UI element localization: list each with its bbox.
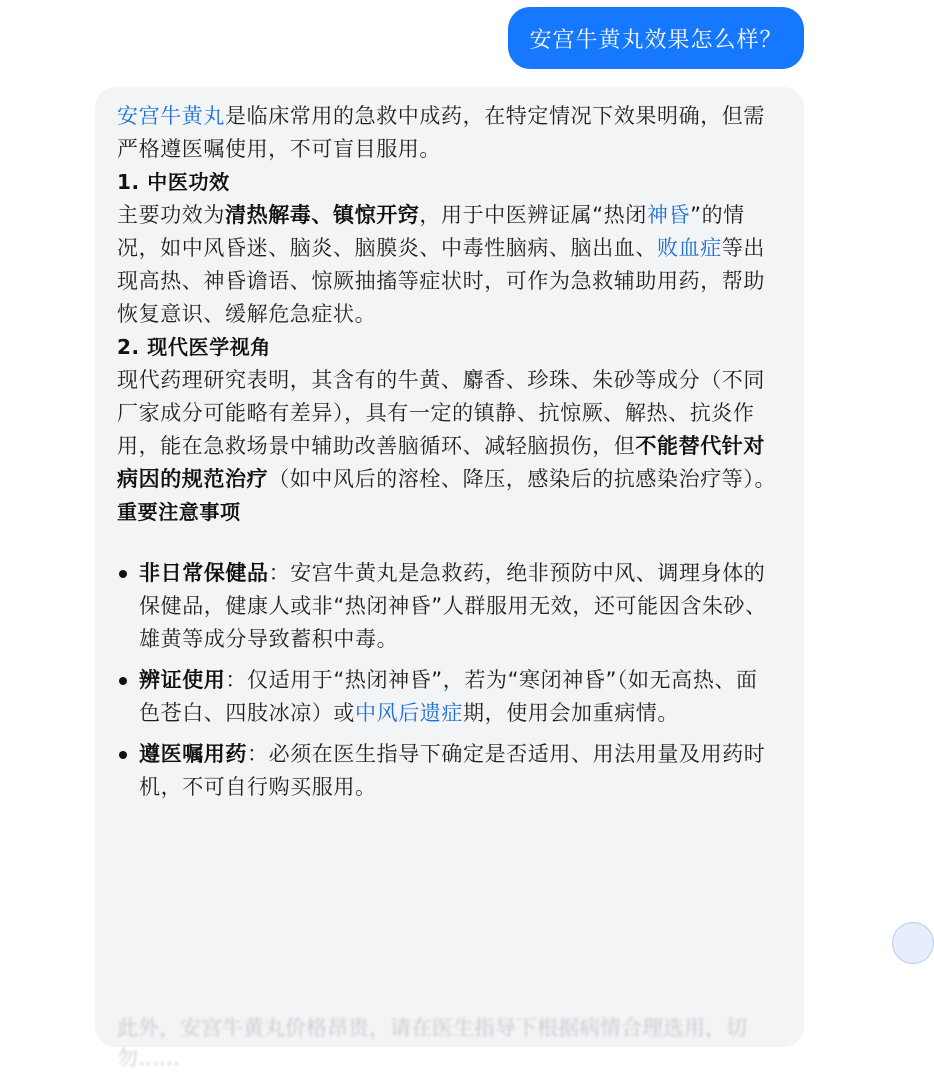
- list-item: [117, 557, 777, 656]
- item-text: ：必须在医生指导下确定是否适用、用法用量及用药时机，不可自行购买服用。: [139, 742, 766, 799]
- bullet-icon: [119, 677, 127, 685]
- bold-text: 清热解毒、镇惊开窍: [225, 203, 420, 227]
- section-paragraph-modern: [117, 364, 777, 496]
- intro-paragraph: [117, 100, 777, 166]
- bullet-icon: [119, 570, 127, 578]
- text: 现代药理研究表明，其含有的牛黄、麝香、珍珠、朱砂等成分（不同厂家成分可能略有差异），具有一定的镇静、抗惊厥、解热、抗炎作用，能在急救场景中辅助改善脑循环、减轻脑损伤，但: [117, 368, 765, 458]
- bullet-icon: [119, 751, 127, 759]
- intro-text: 是临床常用的急救中成药，在特定情况下效果明确，但需严格遵医嘱使用，不可盲目服用。: [117, 104, 765, 161]
- section-paragraph-tcm: [117, 199, 777, 331]
- term-link-shenhun[interactable]: 神昏: [646, 203, 691, 227]
- cut-off-text: 此外，安宫牛黄丸价格昂贵，请在医生指导下根据病情合理选用，切勿……: [117, 1016, 747, 1070]
- notes-list: [117, 557, 777, 804]
- scroll-down-button[interactable]: [892, 922, 934, 964]
- item-title: 辨证使用: [139, 668, 226, 692]
- item-title: 非日常保健品: [139, 561, 269, 585]
- list-item: [117, 664, 777, 730]
- bold-text: 不能替代针对病因的规范治疗: [117, 434, 766, 491]
- list-item: [117, 738, 777, 804]
- term-link-sepsis[interactable]: 败血症: [657, 236, 722, 260]
- intro-link[interactable]: 安宫牛黄丸: [117, 104, 225, 128]
- text: ，用于中医辨证属“热闭: [419, 203, 647, 227]
- text: ”的情况，如中风昏迷、脑炎、脑膜炎、中毒性脑病、脑出血、: [117, 203, 745, 260]
- item-text: 期，使用会加重病情。: [463, 701, 679, 725]
- text: 等出现高热、神昏谵语、惊厥抽搐等症状时，可作为急救辅助用药，帮助恢复意识、缓解危急症状。: [117, 236, 766, 326]
- item-text: ：安宫牛黄丸是急救药，绝非预防中风、调理身体的保健品，健康人或非“热闭神昏”人群服用无效，还可能因含朱砂、雄黄等成分导致蓄积中毒。: [139, 561, 767, 651]
- section-heading-tcm: 1. 中医功效: [117, 170, 230, 194]
- text: 主要功效为: [117, 203, 225, 227]
- text: （如中风后的溶栓、降压，感染后的抗感染治疗等）。: [268, 467, 777, 491]
- term-link-sequelae[interactable]: 中风后遗症: [355, 701, 463, 725]
- item-title: 遵医嘱用药: [139, 742, 247, 766]
- section-heading-notes: 重要注意事项: [117, 500, 241, 524]
- section-heading-modern: 2. 现代医学视角: [117, 335, 271, 359]
- answer-content: [117, 100, 777, 812]
- item-text: ：仅适用于“热闭神昏”，若为“寒闭神昏”（如无高热、面色苍白、四肢冰凉）或: [139, 668, 758, 725]
- user-message-bubble: 安宫牛黄丸效果怎么样？: [508, 7, 804, 69]
